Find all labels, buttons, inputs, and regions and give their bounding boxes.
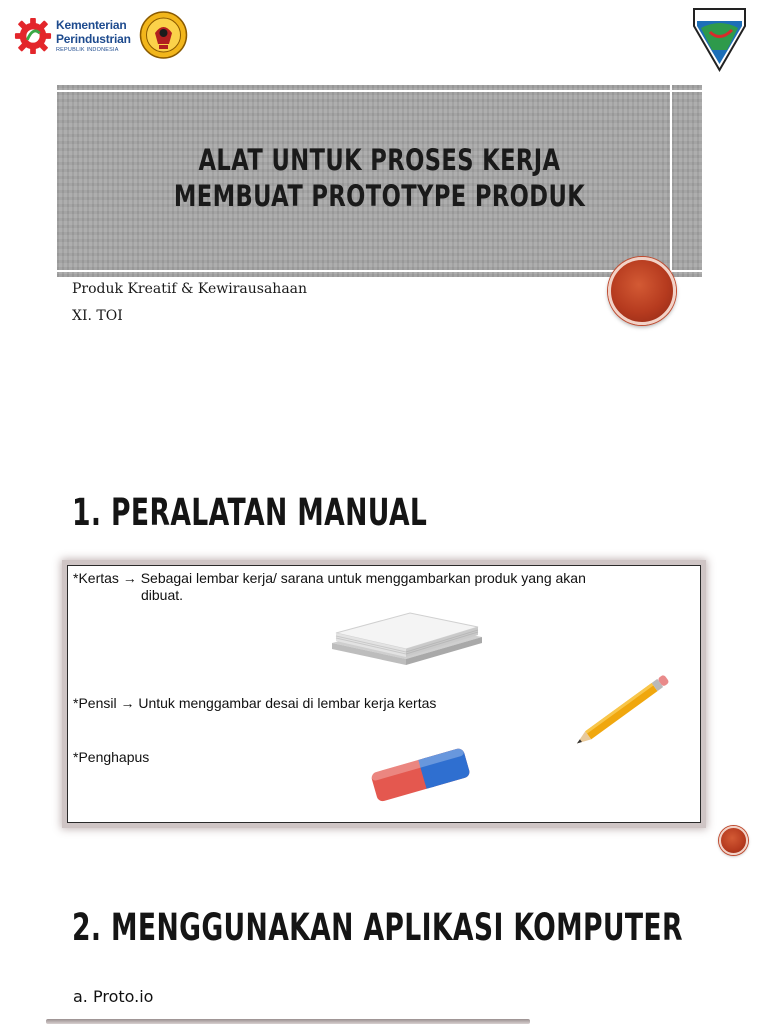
- smk-emblem-logo: [138, 11, 189, 59]
- kemenperin-name-line3: REPUBLIK INDONESIA: [56, 47, 119, 53]
- school-shield-logo: [692, 6, 747, 72]
- banner-line: [670, 85, 672, 277]
- title-banner: [57, 85, 702, 277]
- kemenperin-logo: [14, 15, 134, 55]
- pencil-image: [566, 670, 681, 750]
- section-heading-aplikasi-komputer: 2. MENGGUNAKAN APLIKASI KOMPUTER: [72, 906, 683, 949]
- subject-name: Produk Kreatif & Kewirausahaan: [72, 281, 308, 297]
- proto-io-item: a. Proto.io: [73, 987, 154, 1006]
- kertas-text-continued: dibuat.: [141, 587, 184, 603]
- pensil-text: *Pensil → Untuk menggambar desai di lembar kerja kertas: [73, 695, 437, 711]
- page-title: ALAT UNTUK PROSES KERJA MEMBUAT PROTOTYPE PRODUK: [173, 143, 586, 213]
- next-box-edge: [46, 1019, 530, 1024]
- class-name: XI. TOI: [72, 308, 123, 324]
- kemenperin-gear-icon: [14, 17, 52, 55]
- paper-stack-image: [326, 593, 486, 673]
- banner-line: [57, 270, 702, 272]
- penghapus-text: *Penghapus: [73, 749, 150, 765]
- kertas-text: *Kertas → Sebagai lembar kerja/ sarana untuk menggambarkan produk yang akan: [73, 570, 586, 586]
- banner-line: [57, 90, 702, 92]
- section-heading-peralatan-manual: 1. PERALATAN MANUAL: [72, 491, 428, 534]
- decorative-circle-small: [719, 826, 748, 855]
- eraser-image: [364, 738, 476, 808]
- manual-tools-box: [67, 565, 701, 823]
- kemenperin-name-line2: Perindustrian: [56, 32, 131, 46]
- decorative-circle: [608, 257, 676, 325]
- kemenperin-name-line1: Kementerian: [56, 18, 127, 32]
